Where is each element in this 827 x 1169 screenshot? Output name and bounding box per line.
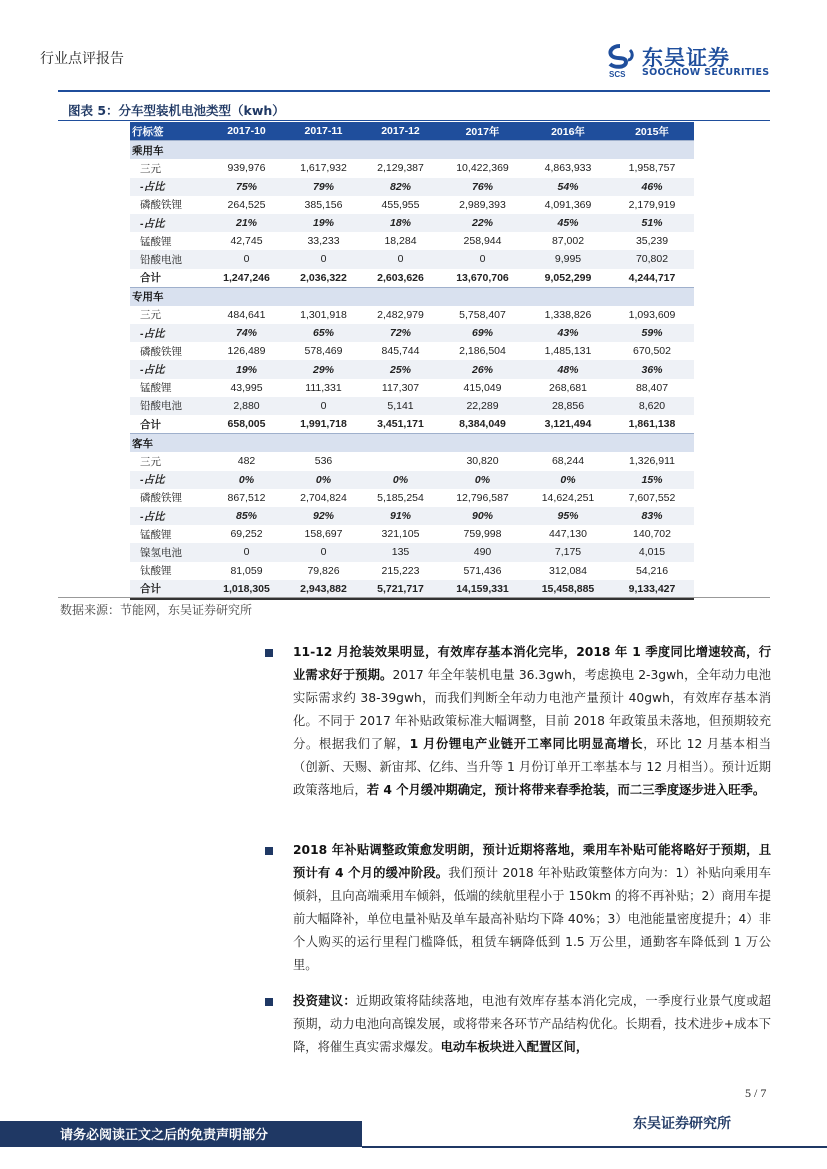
table-cell: 321,105	[381, 528, 420, 541]
paragraph-body: 2017 年全年装机电量 36.3gwh，考虑换电 2-3gwh，全年动力电池实际需求约 38-39gwh，而我们判断全年动力电池产量预计 40gwh，有效库存基本消化。不同于 2017 年补贴政策标准大幅调整，目前 2018 年政策虽未落地，但预期较充分。根据我们了解，	[293, 668, 771, 751]
table-cell: 7,175	[526, 543, 610, 561]
table-cell: 19%	[285, 214, 362, 232]
table-cell: 1,958,757	[628, 162, 676, 175]
row-label: 三元	[140, 162, 161, 175]
table-cell: 68,244	[551, 455, 585, 468]
table-cell: 1,617,932	[300, 162, 347, 175]
column-header: 2017-11	[285, 122, 362, 141]
table-cell: 2,704,824	[300, 491, 347, 504]
logo-english: SOOCHOW SECURITIES	[642, 67, 770, 78]
page-number: 5 / 7	[745, 1086, 767, 1100]
soochow-logo-icon	[604, 44, 636, 78]
row-label: 合计	[130, 269, 208, 288]
table-cell: 264,525	[227, 198, 266, 211]
table-cell: 79%	[285, 178, 362, 196]
row-label: -占比	[130, 471, 208, 489]
table-cell: 3,451,171	[362, 415, 439, 434]
report-type: 行业点评报告	[40, 51, 124, 67]
table-cell: 0	[285, 397, 362, 415]
table-cell: 2,482,979	[377, 308, 424, 321]
footer-institute: 东吴证券研究所	[633, 1116, 731, 1132]
row-label: -占比	[130, 178, 208, 196]
table-cell: 1,301,918	[300, 308, 347, 321]
row-label: 锰酸锂	[140, 382, 172, 395]
row-label: -占比	[130, 324, 208, 342]
bullet-icon	[265, 998, 273, 1006]
paragraph-bold: 电动车板块进入配置区间，	[440, 1040, 589, 1054]
table-cell: 1,991,718	[285, 415, 362, 434]
table-cell: 14,624,251	[541, 491, 595, 504]
table-cell: 2,943,882	[285, 580, 362, 599]
table-cell: 447,130	[549, 528, 587, 541]
table-cell: 1,326,911	[629, 455, 675, 468]
table-cell: 9,995	[526, 250, 610, 268]
table-row	[130, 543, 694, 561]
table-cell: 0%	[362, 471, 439, 489]
table-cell: 5,141	[362, 397, 439, 415]
section-label: 乘用车	[130, 141, 694, 160]
table-cell: 4,244,717	[610, 269, 694, 288]
table-cell: 54,216	[635, 564, 669, 577]
table-row	[130, 306, 694, 324]
table-cell: 83%	[610, 507, 694, 525]
table-cell: 15%	[610, 471, 694, 489]
table-row	[130, 489, 694, 507]
row-label: -占比	[130, 360, 208, 378]
row-label: 铅酸电池	[130, 397, 208, 415]
table-cell: 312,084	[549, 564, 587, 577]
table-cell: 1,861,138	[610, 415, 694, 434]
table-cell: 490	[439, 543, 526, 561]
footer-disclaimer: 请务必阅读正文之后的免责声明部分	[60, 1128, 269, 1143]
table-cell: 2,179,919	[628, 198, 676, 211]
company-logo	[604, 44, 774, 84]
table-cell: 30,820	[466, 455, 499, 468]
table-cell: 46%	[610, 178, 694, 196]
row-label: 钛酸锂	[140, 565, 172, 578]
row-label: -占比	[130, 507, 208, 525]
paragraph-market	[293, 641, 771, 802]
bullet-icon	[265, 649, 273, 657]
table-row	[130, 178, 694, 196]
paragraph-policy	[293, 839, 771, 977]
logo-chinese: 东吴证券	[642, 46, 730, 70]
table-cell: 5,758,407	[459, 308, 506, 321]
table-cell: 25%	[362, 360, 439, 378]
row-label: 磷酸铁锂	[140, 199, 182, 212]
table-row	[130, 580, 694, 599]
table-row	[130, 269, 694, 288]
table-cell: 74%	[208, 324, 285, 342]
table-cell: 69,252	[230, 528, 263, 541]
section-label: 专用车	[130, 287, 694, 306]
column-header: 2017年	[439, 122, 526, 141]
table-cell: 536	[314, 455, 333, 468]
table-cell: 0	[285, 543, 362, 561]
table-cell: 2,603,626	[362, 269, 439, 288]
row-label: 三元	[140, 309, 161, 322]
table-row	[130, 232, 694, 250]
column-header: 2017-10	[208, 122, 285, 141]
table-cell: 0	[439, 250, 526, 268]
paragraph-investment	[293, 990, 771, 1059]
table-cell: 0%	[208, 471, 285, 489]
column-header: 2017-12	[362, 122, 439, 141]
table-cell: 3,121,494	[526, 415, 610, 434]
table-cell: 385,156	[304, 198, 343, 211]
table-cell: 42,745	[230, 235, 263, 248]
table-cell: 18%	[362, 214, 439, 232]
table-cell: 126,489	[227, 345, 266, 358]
row-label: 锰酸锂	[140, 528, 172, 541]
row-label: 磷酸铁锂	[140, 492, 182, 505]
header-divider	[58, 90, 770, 92]
paragraph-lead: 投资建议：	[293, 994, 356, 1008]
table-row	[130, 415, 694, 434]
table-cell: 2,989,393	[459, 198, 506, 211]
table-cell: 1,093,609	[628, 308, 676, 321]
table-cell: 72%	[362, 324, 439, 342]
paragraph-body: ，环比 12 月基本相当（创新、天赐、新宙邦、亿纬、当升等 1 月份订单开工率基本与 12 月相当）。预计近期政策落地后，	[293, 737, 772, 797]
table-cell: 845,744	[381, 345, 420, 358]
table-cell: 670,502	[633, 345, 671, 358]
table-cell: 867,512	[227, 491, 266, 504]
table-cell: 69%	[439, 324, 526, 342]
logo-mark-text: SCS	[609, 70, 626, 78]
battery-type-table	[130, 122, 694, 600]
table-cell: 13,670,706	[439, 269, 526, 288]
table-cell: 1,247,246	[208, 269, 285, 288]
table-cell: 215,223	[381, 564, 420, 577]
table-cell: 8,384,049	[439, 415, 526, 434]
table-header-row	[130, 122, 694, 141]
table-cell: 36%	[610, 360, 694, 378]
table-cell: 0	[208, 543, 285, 561]
table-row	[130, 214, 694, 232]
row-label: -占比	[130, 214, 208, 232]
table-cell: 415,049	[463, 381, 502, 394]
table-cell: 79,826	[307, 564, 340, 577]
column-header: 2015年	[610, 122, 694, 141]
figure-title: 图表 5：分车型装机电池类型（kwh）	[68, 103, 285, 118]
table-cell: 81,059	[230, 564, 263, 577]
table-cell: 22,289	[439, 397, 526, 415]
table-row	[130, 452, 694, 470]
footer-divider	[362, 1146, 827, 1148]
table-cell	[362, 452, 439, 470]
row-label: 磷酸铁锂	[140, 345, 182, 358]
row-label: 锰酸锂	[140, 235, 172, 248]
table-cell: 54%	[526, 178, 610, 196]
table-cell: 0%	[439, 471, 526, 489]
table-cell: 135	[362, 543, 439, 561]
table-row	[130, 525, 694, 543]
paragraph-bold: 若 4 个月缓冲期确定，预计将带来春季抢装，而二三季度逐步进入旺季。	[366, 783, 766, 797]
table-cell: 2,880	[208, 397, 285, 415]
table-cell: 43%	[526, 324, 610, 342]
table-cell: 0%	[526, 471, 610, 489]
table-cell: 45%	[526, 214, 610, 232]
table-row	[130, 562, 694, 580]
table-section-row	[130, 141, 694, 160]
table-cell: 658,005	[208, 415, 285, 434]
table-cell: 4,015	[610, 543, 694, 561]
table-cell: 4,863,933	[544, 162, 592, 175]
table-cell: 85%	[208, 507, 285, 525]
paragraph-body: 我们预计 2018 年补贴政策整体方向为：1）补贴向乘用车倾斜，且向高端乘用车倾斜，低端的续航里程小于 150km 的将不再补贴；2）商用车提前大幅降补，单位电量补贴及单车最高补贴均下降 40%；3）电池能量密度提升；4）非个人购买的运行里程门槛降低，租赁车辆降低到 1.5 万公里，通勤客车降低到 1 万公里。	[293, 866, 771, 972]
table-row	[130, 250, 694, 268]
table-cell: 7,607,552	[628, 491, 676, 504]
table-cell: 59%	[610, 324, 694, 342]
row-label: 镍氢电池	[130, 543, 208, 561]
table-cell: 43,995	[230, 381, 263, 394]
column-header: 行标签	[130, 122, 208, 141]
table-row	[130, 360, 694, 378]
row-label: 合计	[130, 415, 208, 434]
table-row	[130, 324, 694, 342]
table-cell: 10,422,369	[456, 162, 509, 175]
table-cell: 1,338,826	[544, 308, 592, 321]
table-cell: 2,129,387	[377, 162, 424, 175]
table-row	[130, 342, 694, 360]
table-cell: 140,702	[633, 528, 671, 541]
table-cell: 4,091,369	[544, 198, 592, 211]
table-row	[130, 507, 694, 525]
table-cell: 28,856	[526, 397, 610, 415]
table-cell: 15,458,885	[526, 580, 610, 599]
table-cell: 35,239	[635, 235, 669, 248]
table-cell: 578,469	[304, 345, 343, 358]
paragraph-lead: 2018 年补贴调整政策愈发明朗，预计近期将落地，乘用车补贴可能将略好于预期，且预计有 4 个月的缓冲阶段。	[293, 843, 771, 880]
table-cell: 12,796,587	[456, 491, 509, 504]
table-cell: 2,186,504	[459, 345, 506, 358]
table-cell: 2,036,322	[285, 269, 362, 288]
table-row	[130, 471, 694, 489]
table-cell: 484,641	[227, 308, 266, 321]
table-row	[130, 196, 694, 214]
table-cell: 75%	[208, 178, 285, 196]
table-cell: 91%	[362, 507, 439, 525]
table-cell: 21%	[208, 214, 285, 232]
table-cell: 158,697	[304, 528, 343, 541]
row-label: 合计	[130, 580, 208, 599]
table-cell: 48%	[526, 360, 610, 378]
table-cell: 0	[285, 250, 362, 268]
bullet-icon	[265, 847, 273, 855]
table-cell: 939,976	[227, 162, 266, 175]
row-label: 铅酸电池	[130, 250, 208, 268]
table-cell: 8,620	[610, 397, 694, 415]
table-section-row	[130, 434, 694, 453]
table-cell: 1,485,131	[544, 345, 592, 358]
table-cell: 65%	[285, 324, 362, 342]
table-cell: 14,159,331	[439, 580, 526, 599]
table-cell: 5,721,717	[362, 580, 439, 599]
table-cell: 70,802	[610, 250, 694, 268]
table-cell: 88,407	[635, 381, 669, 394]
table-cell: 22%	[439, 214, 526, 232]
table-row	[130, 397, 694, 415]
table-cell: 33,233	[307, 235, 340, 248]
figure-title-divider	[58, 120, 770, 121]
table-cell: 571,436	[463, 564, 502, 577]
table-cell: 9,133,427	[610, 580, 694, 599]
table-cell: 87,002	[551, 235, 585, 248]
table-cell: 111,331	[305, 381, 342, 394]
table-cell: 19%	[208, 360, 285, 378]
table-cell: 117,307	[381, 381, 420, 394]
table-cell: 5,185,254	[377, 491, 424, 504]
table-cell: 0	[208, 250, 285, 268]
paragraph-lead: 11-12 月抢装效果明显，有效库存基本消化完毕，2018 年 1 季度同比增速较高，行业需求好于预期。	[293, 645, 771, 682]
section-label: 客车	[130, 434, 694, 453]
table-cell: 18,284	[384, 235, 417, 248]
table-cell: 455,955	[381, 198, 420, 211]
table-cell: 482	[237, 455, 256, 468]
paragraph-bold: 1 月份锂电产业链开工率同比明显高增长	[409, 737, 644, 751]
table-cell: 51%	[610, 214, 694, 232]
table-cell: 9,052,299	[526, 269, 610, 288]
table-cell: 258,944	[463, 235, 502, 248]
table-section-row	[130, 287, 694, 306]
table-cell: 82%	[362, 178, 439, 196]
row-label: 三元	[140, 455, 161, 468]
table-cell: 1,018,305	[208, 580, 285, 599]
table-cell: 95%	[526, 507, 610, 525]
table-cell: 0%	[285, 471, 362, 489]
data-source: 数据来源：节能网，东吴证券研究所	[60, 603, 253, 617]
table-cell: 268,681	[549, 381, 587, 394]
table-row	[130, 379, 694, 397]
table-row	[130, 159, 694, 177]
table-cell: 76%	[439, 178, 526, 196]
table-cell: 759,998	[463, 528, 502, 541]
source-divider	[58, 597, 770, 598]
table-cell: 90%	[439, 507, 526, 525]
paragraph-body: 近期政策将陆续落地，电池有效库存基本消化完成，一季度行业景气度或超预期，动力电池向高镍发展，或将带来各环节产品结构优化。长期看，技术进步+成本下降，将催生真实需求爆发。	[293, 994, 771, 1054]
table-cell: 92%	[285, 507, 362, 525]
table-cell: 29%	[285, 360, 362, 378]
table-cell: 0	[362, 250, 439, 268]
column-header: 2016年	[526, 122, 610, 141]
table-cell: 26%	[439, 360, 526, 378]
